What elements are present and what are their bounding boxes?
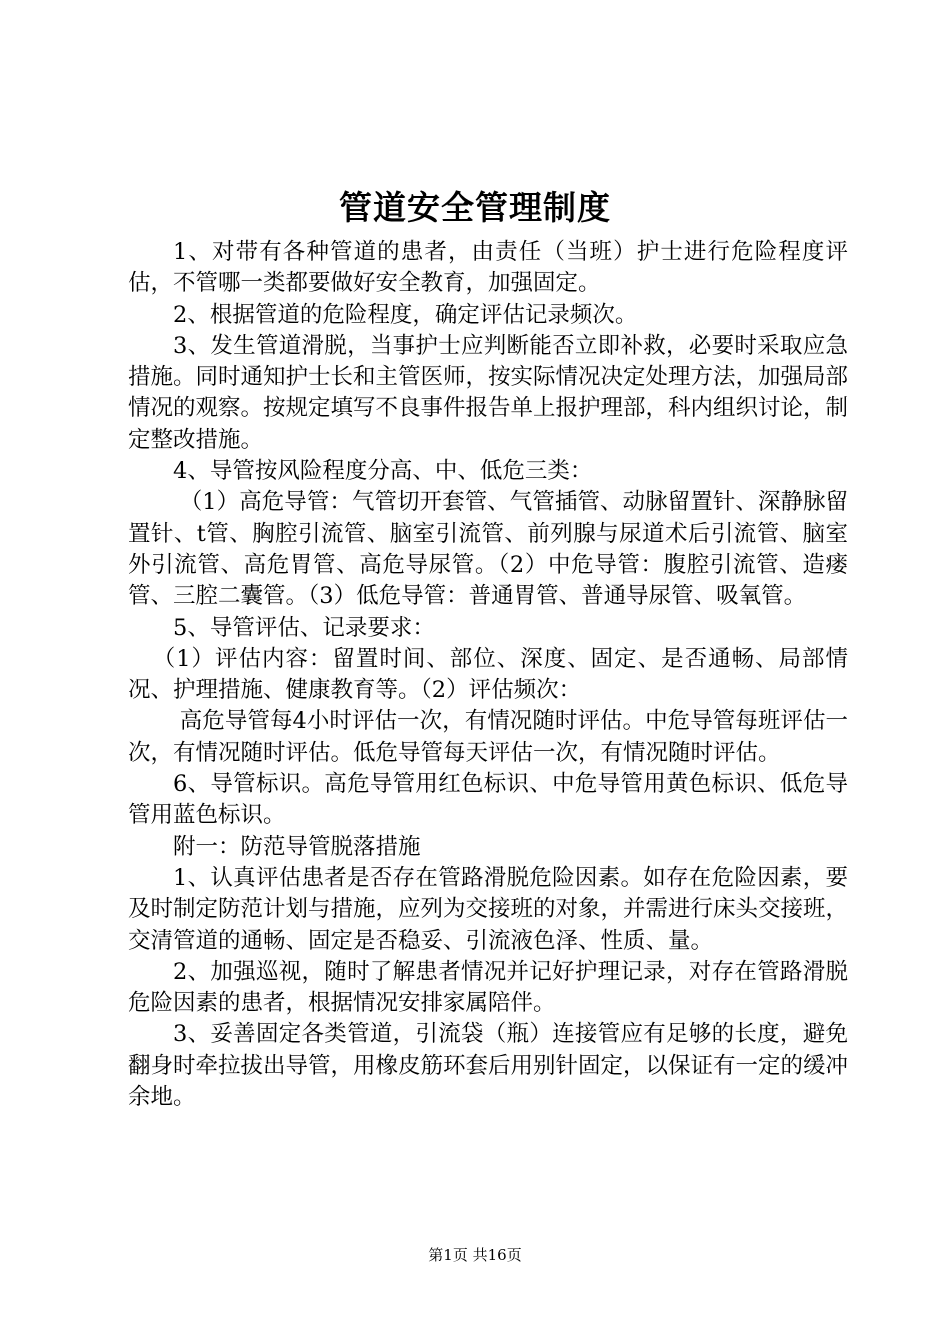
appendix-paragraph-1: 1、认真评估患者是否存在管路滑脱危险因素。如存在危险因素，要及时制定防范计划与措施，应列为交接班的对象，并需进行床头交接班，交清管道的通畅、固定是否稳妥、引流液色泽、性质、量。 <box>128 864 849 954</box>
appendix-paragraph-2: 2、加强巡视，随时了解患者情况并记好护理记录，对存在管路滑脱危险因素的患者，根据情况安排家属陪伴。 <box>128 958 848 1017</box>
paragraph-6: 6、导管标识。高危导管用红色标识、中危导管用黄色标识、低危导管用蓝色标识。 <box>128 771 848 829</box>
page-title: 管道安全管理制度 <box>339 188 611 227</box>
paragraph-3: 3、发生管道滑脱，当事护士应判断能否立即补救，必要时采取应急措施。同时通知护士长和主管医师，按实际情况决定处理方法，加强局部情况的观察。按规定填写不良事件报告单上报护理部，科内组织讨论，制定整改措施。 <box>128 332 849 453</box>
paragraph-assessment-content: （1）评估内容：留置时间、部位、深度、固定、是否通畅、局部情况、护理措施、健康教育等。（2）评估频次： <box>128 645 848 704</box>
paragraph-assessment-frequency: 高危导管每4小时评估一次，有情况随时评估。中危导管每班评估一次，有情况随时评估。低危导管每天评估一次，有情况随时评估。 <box>128 708 848 766</box>
paragraph-5: 5、导管评估、记录要求： <box>173 614 435 641</box>
document-body <box>128 237 848 1113</box>
paragraph-catheter-categories: （1）高危导管：气管切开套管、气管插管、动脉留置针、深静脉留置针、t管、胸腔引流管、脑室引流管、前列腺与尿道术后引流管、脑室外引流管、高危胃管、高危导尿管。（2）中危导管：腹腔引流管、造瘘管、三腔二囊管。（3）低危导管：普通胃管、普通导尿管、吸氧管。 <box>128 489 848 610</box>
paragraph-1: 1、对带有各种管道的患者，由责任（当班）护士进行危险程度评估，不管哪一类都要做好安全教育，加强固定。 <box>128 239 848 297</box>
paragraph-2: 2、根据管道的危险程度，确定评估记录频次。 <box>173 301 638 328</box>
page-footer: 第1页 共16页 <box>428 1246 522 1264</box>
appendix-heading: 附一：防范导管脱落措施 <box>173 833 421 860</box>
paragraph-4: 4、导管按风险程度分高、中、低危三类： <box>173 458 593 485</box>
appendix-paragraph-3: 3、妥善固定各类管道，引流袋（瓶）连接管应有足够的长度，避免翻身时牵拉拔出导管，用橡皮筋环套后用别针固定，以保证有一定的缓冲余地。 <box>128 1021 849 1111</box>
